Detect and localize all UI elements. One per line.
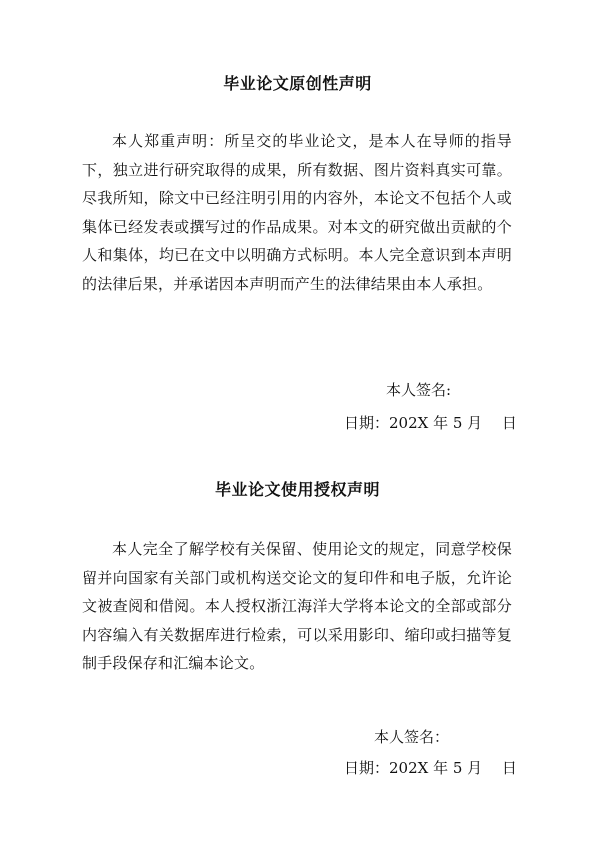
authorization-declaration-body: 本人完全了解学校有关保留、使用论文的规定，同意学校保留并向国家有关部门或机构送交论文的复印件和电子版，允许论文被查阅和借阅。本人授权浙江海洋大学将本论文的全部或部分内容编入有关数据库进行检索，可以采用影印、缩印或扫描等复制手段保存和汇编本论文。 — [82, 540, 512, 672]
originality-declaration-title: 毕业论文原创性声明 — [223, 74, 372, 93]
authorization-declaration-title: 毕业论文使用授权声明 — [214, 480, 380, 499]
originality-signature-label: 本人签名: — [386, 381, 452, 399]
authorization-signature-label: 本人签名： — [374, 728, 450, 746]
originality-declaration-body: 本人郑重声明：所呈交的毕业论文，是本人在导师的指导下，独立进行研究取得的成果，所有数据、图片资料真实可靠。尽我所知，除文中已经注明引用的内容外，本论文不包括个人或集体已经发表或撰写过的作品成果。对本文的研究做出贡献的个人和集体，均已在文中以明确方式标明。本人完全意识到本声明的法律后果，并承诺因本声明而产生的法律结果由本人承担。 — [82, 132, 512, 293]
authorization-date-line: 日期：202X 年 5 月 日 — [344, 759, 517, 777]
originality-date-line: 日期：202X 年 5 月 日 — [344, 414, 517, 432]
